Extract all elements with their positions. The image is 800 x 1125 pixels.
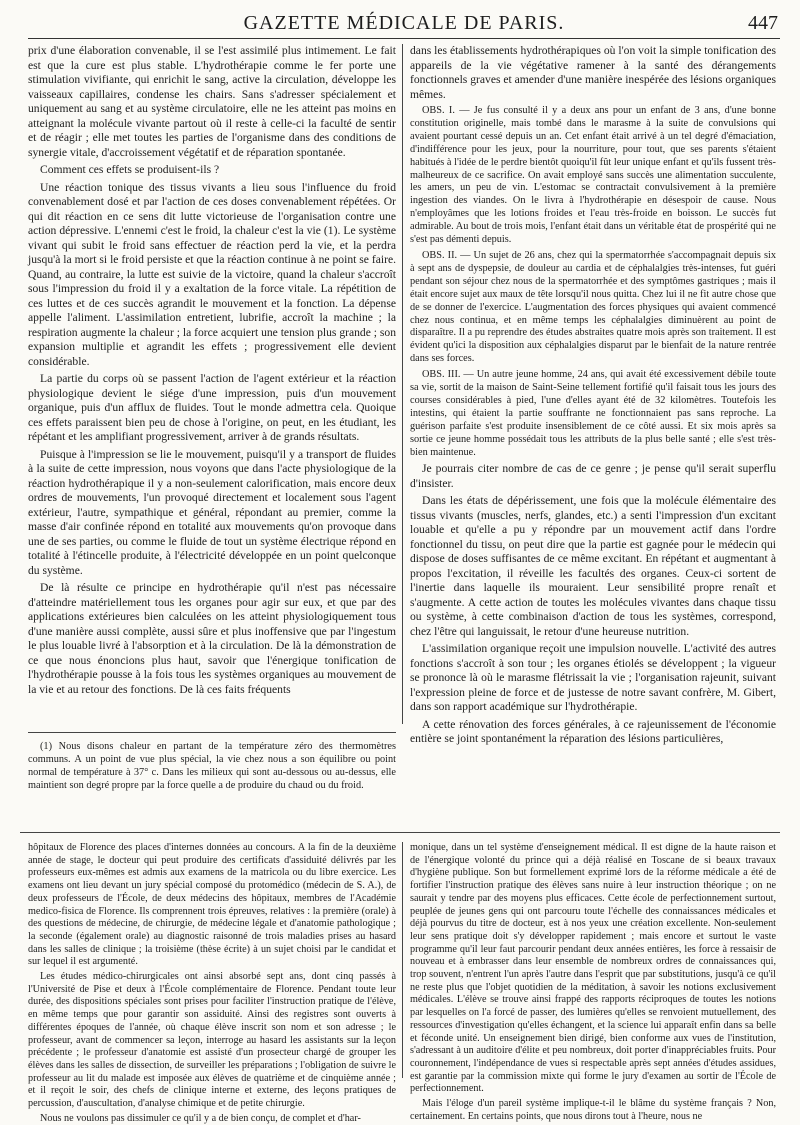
top-right-column xyxy=(410,44,776,746)
paragraph: monique, dans un tel système d'enseignement médical. Il est digne de la haute raison et de l'énergique volonté du prince qui a déjà réalisé en Toscane de si beaux travaux d'hygiène publique. Son but formellement exprimé lors de la réforme médicale a été de fortifier l'instruction pratique des élèves sans nuire à leur instruction théorique ; on ne saurait y tendre par des moyens plus efficaces. Cette école de perfectionnement surtout, peuplée de jeunes gens qui ont parcouru toute l'échelle des connaissances médicales et déjà pourvus du titre de docteur, est à nos yeux une création excellente. Non-seulement leur sens pratique doit s'y développer rapidement ; mais encore et surtout le vaste programme qu'il leur faut parcourir pendant deux années entières, les force à ressaisir de nouveau et à embrasser dans leur ensemble de nombreux ordres de connaissances qui, trop souvent, n'entrent l'un après l'autre dans l'esprit que par substitutions, jusqu'à ce qu'il ne reste plus que l'objet quotidien de la méditation, à savoir les notions exclusivement médicales. L'élève se trouve ainsi frappé des rapports réciproques de toutes les notions par lesquelles on l'a forcé de passer, des lumières qu'elles se renvoient mutuellement, des ressources d'investigation qu'elles échangent, et la science lui apparaît enfin dans sa belle et féconde unité. Un enseignement bien dirigé, bien conforme aux vues de l'institution, s'adressant à un auditoire d'élite et peu nombreux, doit porter d'inappréciables fruits. Pour couronnement, l'indépendance de vues si respectable après sept années d'études assidues, est garantie par la commission mixte qui forme le jury d'examen au sortir de l'École de perfectionnement. xyxy=(410,842,776,1095)
paragraph: Une réaction tonique des tissus vivants a lieu sous l'influence du froid convenablement dosé et par l'action de ces doses convenablement répétées. Or qui dit réaction en ce sens dit lutte victorieuse de l'organisation contre une action dépressive. L'ennemi c'est le froid, la chaleur c'est la vie (1). Le système vivant qui subit le froid sans effectuer de réaction perd la vie, et la perdra jusqu'à la mort si le froid persiste et que la réaction continue à ne point se faire. Quand, au contraire, la lutte est suivie de la victoire, quand la chaleur s'accroît sous l'impression du froid il y a exaltation de la force vitale. La répétition de ces luttes et de ces succès agrandit le mouvement et la fonction. La dépense appelle l'aliment. L'assimilation entretient, lubrifie, accroît la machine ; la respiration augmente la chaleur ; la force acquiert une tension plus grande ; son expansion multiplie et agrandit les effets ; progressivement elle devient considérable. xyxy=(28,180,396,368)
paragraph: Puisque à l'impression se lie le mouvement, puisqu'il y a transport de fluides à la suite de cette impression, nous voyons que dans l'acte physiologique de la réaction hydrothérapique il y a non-seulement calorification, mais encore deux ordres de mouvements, l'un provoqué directement et localement sous l'agent extérieur, l'autre, sympathique et général, répondant au premier, comme la masse d'air confinée répond en totalité aux mouvements qu'on provoque dans une de ses parties, ou comme le fluide de tout un système électrique répond en totalité à l'étincelle produite, à l'électricité développée en un point quelconque du système. xyxy=(28,447,396,577)
bottom-left-column xyxy=(28,842,396,1124)
column-divider xyxy=(402,44,403,724)
footnote-text: (1) Nous disons chaleur en partant de la température zéro des thermomètres communs. A un point de vue plus spécial, la vie chez nous a son équilibre ou point normal de température à 37° c. Dans les milieux qui sont au-dessous ou au-dessus, elle maintient son degré propre par la force quelle a de produire du chaud ou du froid. xyxy=(28,741,396,791)
paragraph: hôpitaux de Florence des places d'internes données au concours. A la fin de la deuxième année de stage, le docteur qui peut produire des certificats d'assiduité délivrés par les professeurs eux-mêmes est admis aux examens de la matricola ou du libre exercice. Les examens ont lieu devant un jury spécial composé du protomédico (médecin de S. A.), de deux professeurs de l'École, de deux médecins des hôpitaux, membres de l'Académie medico-fisica de Florence. Ils comprennent trois épreuves, relatives : la première (orale) à des questions de médecine, de chirurgie, de médecine légale et d'anatomie pathologique ; la seconde (également orale) au diagnostic raisonné de trois maladies prises au hasard dans les salles de clinique ; la troisième (thèse écrite) à un sujet choisi par le candidat et sur lequel il est argumenté. xyxy=(28,842,396,968)
paragraph: Nous ne voulons pas dissimuler ce qu'il y a de bien conçu, de complet et d'har- xyxy=(40,1112,361,1124)
paragraph: Je pourrais citer nombre de cas de ce genre ; je pense qu'il serait superflu d'insister. xyxy=(410,462,776,490)
paragraph: Les études médico-chirurgicales ont ainsi absorbé sept ans, dont cinq passés à l'Université de Pise et deux à l'École complémentaire de Florence. Pendant toute leur durée, des dispositions spéciales sont prises pour faciliter l'instruction pratique de l'élève, en même temps que pour garantir son assiduité. Ainsi des registres sont ouverts à différentes époques de l'année, où chaque élève inscrit son nom et son adresse ; le professeur, avant de commencer sa leçon, interroge au hasard les assistants sur la leçon précédente ; le professeur d'anatomie est assisté d'un prosecteur chargé de grouper les élèves dans les salles de dissection, de surveiller les préparations ; l'obligation de suivre le professeur au lit du malade est imposée aux élèves de quatrième et de cinquième année ; et il reçoit le soir, des chefs de clinique interne et externe, des leçons pratiques de percussion, d'auscultation, d'analyse chimique et de petite chirurgie. xyxy=(28,971,396,1110)
page-number: 447 xyxy=(748,12,778,34)
paragraph: Comment ces effets se produisent-ils ? xyxy=(40,163,220,176)
footnote-rule xyxy=(28,732,396,733)
journal-title: GAZETTE MÉDICALE DE PARIS. xyxy=(243,12,565,34)
column-divider xyxy=(402,842,403,1078)
paragraph: Dans les états de dépérissement, une fois que la molécule élémentaire des tissus vivants (muscles, nerfs, glandes, etc.) a senti l'impression d'un excitant louable et qu'elle a pu y répondre par un mouvement actif dans l'ordre fonctionnel du tissu, on peut dire que la partie est gagnée pour le médecin qui dispose de doses suffisantes de ce même excitant. En répétant et augmentant à propos l'excitation, il réveille les facultés des organes. Ceux-ci sortent de l'inertie dans laquelle ils mouraient. Leur sensibilité propre renaît et s'augmente. A cette action de toutes les molécules vivantes dans chaque tissu ou système, à cette combinaison d'action de tous les systèmes, correspond, chez l'être qui languissait, le retour d'une heureuse nutrition. xyxy=(410,494,776,638)
top-left-column xyxy=(28,44,396,724)
bottom-right-column xyxy=(410,842,776,1122)
paragraph: Mais l'éloge d'un pareil système implique-t-il le blâme du système français ? Non, certainement. En certains points, que nous dirons tout à l'heure, nous ne xyxy=(410,1098,776,1122)
paragraph: L'assimilation organique reçoit une impulsion nouvelle. L'activité des autres fonctions s'accroît à son tour ; les organes étiolés se développent ; la vigueur se prononce là où le marasme flétrissait la vie ; l'organisation rajeunit, suivant l'expression pleine de force et de justesse de notre savant confrère, M. Gibert, dans son rapport académique sur l'hydrothérapie. xyxy=(410,642,776,714)
section-divider xyxy=(20,832,780,833)
observation-3: OBS. III. — Un autre jeune homme, 24 ans, qui avait été excessivement débile toute sa vie, sortit de la maison de Saint-Seine tellement fortifié qu'il faisait tous les jours des courses considérables à pied, l'une d'elles ayant été de 32 kilomètres. Toutefois les intestins, qui étaient la partie souffrante ne fonctionnaient pas sans reproche. La guérison parfaite s'est produite insensiblement de ce côté aussi. Et six mois après sa sortie ce jeune homme possédait tous les attributs de la plus belle santé ; elle s'est très-bien maintenue. xyxy=(410,369,776,458)
paragraph: A cette rénovation des forces générales, à ce rajeunissement de l'économie entière se joint spontanément la réparation des lésions particulières, xyxy=(410,717,776,746)
footnote xyxy=(28,740,396,792)
observation-2: OBS. II. — Un sujet de 26 ans, chez qui la spermatorrhée s'accompagnait depuis six à sept ans de dyspepsie, de douleur au cardia et de céphalalgies très-intenses, fut guéri pendant son séjour chez nous de la spermatorrhée et des symptômes gastriques ; mais il était encore sujet aux maux de tête lorsqu'il nous quitta. Chez lui il ne fit autre chose que de se donner de l'exercice. L'augmentation des forces physiques qui avaient commencé chez nous continua, et en même temps les céphalalgies diminuèrent au point de disparaître. Il a pu reprendre des études abstraites quatre mois après son traitement. Il est évident qu'ici la disposition aux céphalalgies disparut par le bienfait de la nature rentrée dans ses forces. xyxy=(410,249,776,365)
paragraph: prix d'une élaboration convenable, il se l'est assimilé plus intimement. Le fait est que la cure est plus stable. L'hydrothérapie comme le fer porte une stimulation vivifiante, qui enrichit le sang, active la circulation, développe les vaisseaux capillaires, condense les chairs. Sans s'adresser spécialement et uniquement au sang et au système circulatoire, elle ne les atteint pas moins en atteignant la molécule vivante partout où il reste à celle-ci la faculté de sentir et de réagir ; elle met toutes les parties de l'organisme dans des conditions de synergie vitale, d'accroissement végétatif et de réparation spontanée. xyxy=(28,44,396,159)
observation-1: OBS. I. — Je fus consulté il y a deux ans pour un enfant de 3 ans, d'une bonne constitution originelle, mais tombé dans le marasme à la suite de convulsions qui avaient pourtant cessé depuis un an. Cet enfant était arrivé à un tel degré d'émaciation, d'indifférence pour les jeux, pour la nourriture, pour tout, que ses parents s'étaient habitués à l'idée de le perdre bientôt quoiqu'il fût leur unique enfant et qu'ils fussent très-malheureux de ce sacrifice. On avait employé sans succès une alimentation succulente, les amers, un peu de vin. L'estomac se contractait convulsivement à la première ingestion des viandes. On le livra à l'hydrothérapie en désespoir de cause. Nous n'employâmes que les lotions froides et l'eau très-froide en boisson. Le succès fut admirable. Au bout de trois mois, l'enfant était dans un véritable état de prospérité qui ne s'est pas démenti depuis. xyxy=(410,105,776,246)
paragraph: La partie du corps où se passent l'action de l'agent extérieur et la réaction physiologique devient le siége d'une impression, puis d'un mouvement organique, puis d'un afflux de fluides. Tout le monde admettra cela. Quoique ces effets paraissent bien peu de chose à l'origine, on peut, en les étudiant, les répétant et les amplifiant progressivement, arriver à de grands résultats. xyxy=(28,372,396,443)
paragraph: dans les établissements hydrothérapiques où l'on voit la simple tonification des appareils de la vie végétative ramener à la santé des dérangements fonctionnels graves et amender d'une manière inespérée des lésions organiques mêmes. xyxy=(410,44,776,101)
page-header xyxy=(28,10,780,39)
paragraph: De là résulte ce principe en hydrothérapie qu'il n'est pas nécessaire d'atteindre matériellement tous les organes pour agir sur eux, et que par des applications extérieures bien calculées on les atteint physiologiquement tous d'une manière aussi complète, aussi sûre et plus inoffensive que par l'ingestum le plus louable livré à l'absorption et à la circulation. De là la démonstration de ce que nous énoncions plus haut, savoir que l'énergique tonification de l'hydrothérapie pousse à la fois tous les systèmes organiques au mouvement de la vie et au retour des fonctions. De là ces faits fréquents xyxy=(28,581,396,696)
